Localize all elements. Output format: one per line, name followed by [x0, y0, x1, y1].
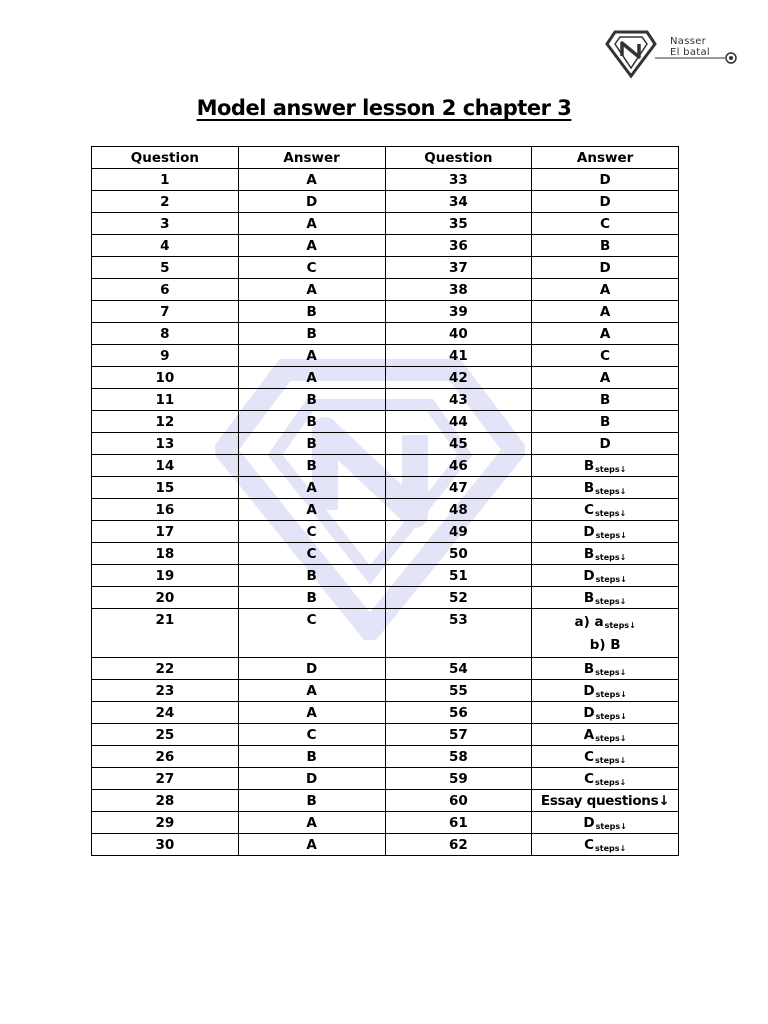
- question-number-cell: 58: [385, 746, 532, 768]
- answer-cell: [532, 191, 679, 213]
- table-row: [92, 658, 679, 680]
- question-number-cell: 47: [385, 477, 532, 499]
- question-number-cell: 6: [92, 279, 239, 301]
- table-row: [92, 213, 679, 235]
- question-number-cell: 53: [385, 609, 532, 658]
- question-number-cell: 21: [92, 609, 239, 658]
- answer-cell: C: [238, 609, 385, 658]
- answer-cell: [532, 543, 679, 565]
- question-number-cell: 35: [385, 213, 532, 235]
- table-header-row: [92, 147, 679, 169]
- logo-text: [670, 36, 710, 58]
- question-number-cell: 50: [385, 543, 532, 565]
- header-answer-2: Answer: [532, 147, 679, 169]
- answer-value: B: [583, 590, 595, 606]
- table-row: [92, 587, 679, 609]
- answer-cell: [532, 433, 679, 455]
- answer-value: A: [599, 326, 611, 342]
- question-number-cell: 48: [385, 499, 532, 521]
- answer-value: D: [583, 568, 595, 584]
- question-number-cell: 51: [385, 565, 532, 587]
- answer-cell: B: [238, 455, 385, 477]
- question-number-cell: 44: [385, 411, 532, 433]
- question-number-cell: 8: [92, 323, 239, 345]
- answer-cell: [532, 279, 679, 301]
- logo-line2: El batal: [670, 47, 710, 58]
- question-number-cell: 59: [385, 768, 532, 790]
- answer-cell: B: [238, 790, 385, 812]
- answer-cell: [532, 499, 679, 521]
- answer-cell: [532, 746, 679, 768]
- answer-value: B: [583, 480, 595, 496]
- answer-cell: D: [238, 658, 385, 680]
- question-number-cell: 41: [385, 345, 532, 367]
- question-number-cell: 34: [385, 191, 532, 213]
- table-row: [92, 367, 679, 389]
- answer-cell: A: [238, 169, 385, 191]
- question-number-cell: 28: [92, 790, 239, 812]
- answer-cell: [532, 768, 679, 790]
- question-number-cell: 36: [385, 235, 532, 257]
- answer-value: C: [584, 837, 594, 853]
- question-number-cell: 1: [92, 169, 239, 191]
- answer-value: C: [600, 348, 611, 364]
- steps-note: steps↓: [594, 509, 627, 518]
- answer-cell: A: [238, 812, 385, 834]
- answer-value: A: [599, 370, 611, 386]
- question-number-cell: 57: [385, 724, 532, 746]
- question-number-cell: 62: [385, 834, 532, 856]
- table-row: [92, 609, 679, 658]
- answer-cell: B: [238, 323, 385, 345]
- table-row: [92, 702, 679, 724]
- answer-cell: B: [238, 301, 385, 323]
- table-row: [92, 746, 679, 768]
- question-number-cell: 42: [385, 367, 532, 389]
- question-number-cell: 2: [92, 191, 239, 213]
- answer-cell: A: [238, 702, 385, 724]
- table-row: [92, 455, 679, 477]
- question-number-cell: 20: [92, 587, 239, 609]
- table-row: [92, 768, 679, 790]
- answer-value: B: [583, 661, 595, 677]
- answer-cell: A: [238, 477, 385, 499]
- answer-cell: B: [238, 565, 385, 587]
- answer-value: D: [583, 683, 595, 699]
- table-row: [92, 477, 679, 499]
- steps-note: steps↓: [595, 712, 627, 721]
- answer-cell: A: [238, 499, 385, 521]
- table-row: [92, 499, 679, 521]
- table-row: [92, 521, 679, 543]
- answer-value: D: [583, 815, 595, 831]
- answer-table-body: [92, 169, 679, 856]
- question-number-cell: 56: [385, 702, 532, 724]
- table-row: [92, 812, 679, 834]
- answer-cell: D: [238, 191, 385, 213]
- table-row: [92, 565, 679, 587]
- question-number-cell: 40: [385, 323, 532, 345]
- answer-cell: B: [238, 433, 385, 455]
- question-number-cell: 12: [92, 411, 239, 433]
- question-number-cell: 15: [92, 477, 239, 499]
- question-number-cell: 5: [92, 257, 239, 279]
- answer-value: D: [583, 524, 595, 540]
- question-number-cell: 25: [92, 724, 239, 746]
- table-row: [92, 235, 679, 257]
- question-number-cell: 19: [92, 565, 239, 587]
- steps-note: steps↓: [595, 822, 627, 831]
- answer-cell: [532, 345, 679, 367]
- table-row: [92, 433, 679, 455]
- answer-cell: [532, 213, 679, 235]
- question-number-cell: 9: [92, 345, 239, 367]
- question-number-cell: 10: [92, 367, 239, 389]
- header-answer-1: Answer: [238, 147, 385, 169]
- answer-cell: A: [238, 279, 385, 301]
- question-number-cell: 17: [92, 521, 239, 543]
- question-number-cell: 11: [92, 389, 239, 411]
- answer-cell: A: [238, 834, 385, 856]
- answer-cell: [532, 257, 679, 279]
- table-row: [92, 323, 679, 345]
- header-question-1: Question: [92, 147, 239, 169]
- answer-table: [91, 146, 679, 856]
- answer-cell: [532, 680, 679, 702]
- steps-note: steps↓: [595, 465, 627, 474]
- table-row: [92, 191, 679, 213]
- answer-cell: [532, 301, 679, 323]
- steps-note: steps↓: [594, 756, 627, 765]
- answer-cell: A: [238, 367, 385, 389]
- question-number-cell: 52: [385, 587, 532, 609]
- answer-cell: [532, 455, 679, 477]
- steps-note: steps↓: [594, 844, 627, 853]
- answer-value: A: [583, 727, 595, 743]
- table-row: [92, 680, 679, 702]
- answer-cell: C: [238, 257, 385, 279]
- answer-cell: [532, 323, 679, 345]
- answer-cell: [532, 367, 679, 389]
- steps-note: steps↓: [595, 668, 627, 677]
- answer-value: D: [599, 436, 611, 452]
- answer-value: B: [583, 458, 595, 474]
- answer-value: B: [583, 546, 595, 562]
- question-number-cell: 22: [92, 658, 239, 680]
- question-number-cell: 49: [385, 521, 532, 543]
- answer-cell: [532, 587, 679, 609]
- answer-value: C: [600, 216, 611, 232]
- answer-value: C: [584, 771, 594, 787]
- table-row: [92, 411, 679, 433]
- steps-note: steps↓: [595, 531, 627, 540]
- answer-value: B: [599, 392, 611, 408]
- question-number-cell: 33: [385, 169, 532, 191]
- question-number-cell: 26: [92, 746, 239, 768]
- question-number-cell: 46: [385, 455, 532, 477]
- answer-cell: C: [238, 543, 385, 565]
- question-number-cell: 27: [92, 768, 239, 790]
- question-number-cell: 39: [385, 301, 532, 323]
- answer-part-a: a) a: [574, 614, 604, 630]
- answer-cell: C: [238, 521, 385, 543]
- answer-value: D: [599, 260, 611, 276]
- steps-note: steps↓: [595, 597, 627, 606]
- logo-line1: Nasser: [670, 36, 707, 47]
- answer-part-b: b) B: [589, 637, 621, 653]
- answer-cell: [532, 389, 679, 411]
- question-number-cell: 38: [385, 279, 532, 301]
- answer-value: B: [599, 238, 611, 254]
- question-number-cell: 29: [92, 812, 239, 834]
- answer-value: Essay questions↓: [540, 793, 670, 809]
- answer-cell: [532, 790, 679, 812]
- answer-value: C: [584, 502, 594, 518]
- steps-note: steps↓: [595, 575, 627, 584]
- question-number-cell: 61: [385, 812, 532, 834]
- answer-cell: C: [238, 724, 385, 746]
- answer-cell: B: [238, 746, 385, 768]
- answer-cell: [532, 411, 679, 433]
- question-number-cell: 30: [92, 834, 239, 856]
- answer-cell: [532, 521, 679, 543]
- answer-cell: [532, 565, 679, 587]
- answer-value: D: [583, 705, 595, 721]
- answer-cell: [532, 702, 679, 724]
- answer-cell: [532, 658, 679, 680]
- answer-value: A: [599, 282, 611, 298]
- page-title: Model answer lesson 2 chapter 3: [196, 96, 572, 120]
- answer-cell: [532, 724, 679, 746]
- answer-value: A: [599, 304, 611, 320]
- question-number-cell: 37: [385, 257, 532, 279]
- table-row: [92, 169, 679, 191]
- answer-cell: B: [238, 587, 385, 609]
- question-number-cell: 43: [385, 389, 532, 411]
- question-number-cell: 54: [385, 658, 532, 680]
- answer-cell: [532, 477, 679, 499]
- answer-value: D: [599, 194, 611, 210]
- steps-note: steps↓: [595, 690, 627, 699]
- table-row: [92, 790, 679, 812]
- answer-value: C: [584, 749, 594, 765]
- answer-cell: A: [238, 235, 385, 257]
- question-number-cell: 7: [92, 301, 239, 323]
- steps-note: steps↓: [604, 621, 636, 630]
- steps-note: steps↓: [595, 734, 627, 743]
- steps-note: steps↓: [595, 553, 627, 562]
- answer-cell: [532, 812, 679, 834]
- table-row: [92, 279, 679, 301]
- question-number-cell: 4: [92, 235, 239, 257]
- question-number-cell: 3: [92, 213, 239, 235]
- answer-cell: [532, 235, 679, 257]
- answer-cell: D: [238, 768, 385, 790]
- answer-cell: A: [238, 680, 385, 702]
- answer-cell: [532, 169, 679, 191]
- question-number-cell: 14: [92, 455, 239, 477]
- question-number-cell: 18: [92, 543, 239, 565]
- question-number-cell: 13: [92, 433, 239, 455]
- question-number-cell: 45: [385, 433, 532, 455]
- question-number-cell: 23: [92, 680, 239, 702]
- table-row: [92, 389, 679, 411]
- question-number-cell: 24: [92, 702, 239, 724]
- question-number-cell: 55: [385, 680, 532, 702]
- steps-note: steps↓: [595, 487, 627, 496]
- answer-cell: A: [238, 213, 385, 235]
- question-number-cell: 16: [92, 499, 239, 521]
- answer-cell: [532, 834, 679, 856]
- table-row: [92, 257, 679, 279]
- answer-value: B: [599, 414, 611, 430]
- table-row: [92, 345, 679, 367]
- table-row: [92, 834, 679, 856]
- table-row: [92, 301, 679, 323]
- answer-cell: [532, 609, 679, 658]
- table-row: [92, 724, 679, 746]
- answer-cell: B: [238, 411, 385, 433]
- answer-cell: B: [238, 389, 385, 411]
- answer-cell: A: [238, 345, 385, 367]
- table-row: [92, 543, 679, 565]
- header-question-2: Question: [385, 147, 532, 169]
- answer-value: D: [599, 172, 611, 188]
- steps-note: steps↓: [594, 778, 627, 787]
- question-number-cell: 60: [385, 790, 532, 812]
